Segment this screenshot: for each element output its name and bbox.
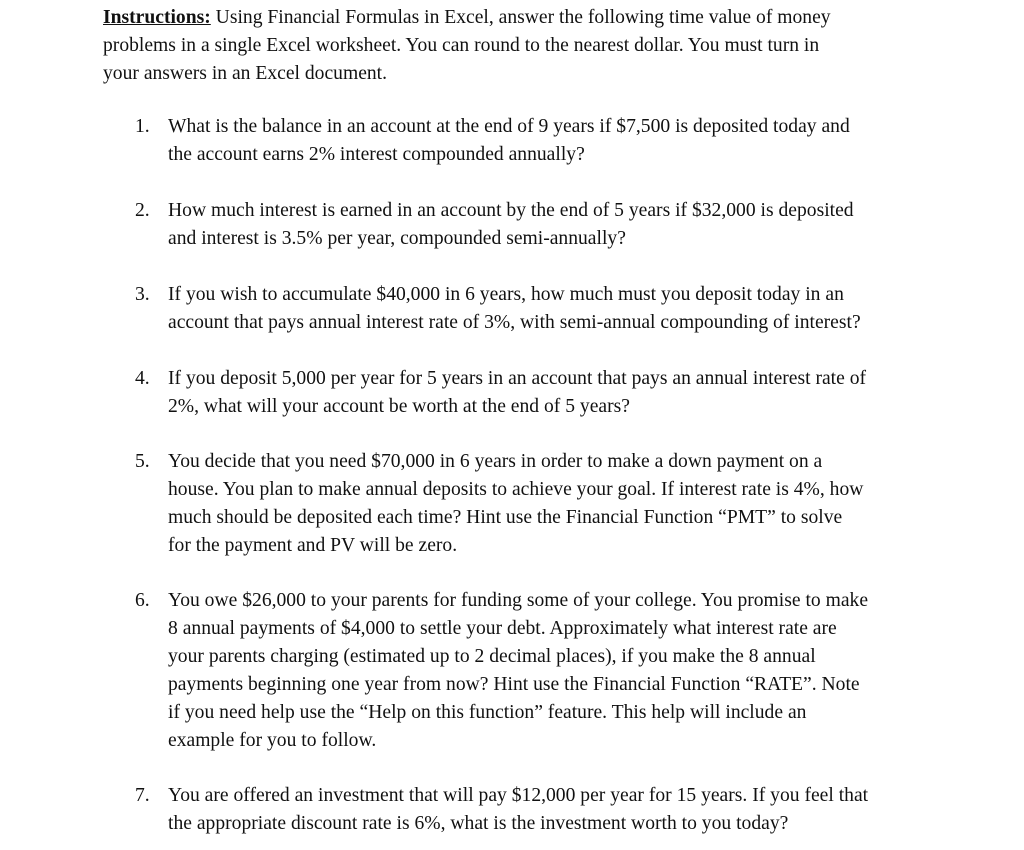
question-number: 7. bbox=[135, 785, 150, 806]
instructions-line: your answers in an Excel document. bbox=[103, 63, 388, 84]
question-text: You owe $26,000 to your parents for funding some of your college. You promise to make 8 annual payments of $4,000 to settle your debt. Approximately what interest rate are your parents charging (estimated up to 2 decimal places), if you make the 8 annual payments beginning one year from now? Hint use the Financial Function “RATE”. Note if you need help use the “Help on this function” feature. This help will include an example for you to follow. bbox=[168, 590, 869, 751]
question-number: 3. bbox=[135, 284, 150, 305]
question-number: 4. bbox=[135, 368, 150, 389]
question-text: You decide that you need $70,000 in 6 years in order to make a down payment on a house. You plan to make annual deposits to achieve your goal. If interest rate is 4%, how much should be deposited each time? Hint use the Financial Function “PMT” to solve for the payment and PV will be zero. bbox=[168, 451, 864, 556]
question-text: If you deposit 5,000 per year for 5 years in an account that pays an annual interest rate of 2%, what will your account be worth at the end of 5 years? bbox=[168, 368, 867, 417]
instructions-label: Instructions: bbox=[103, 7, 211, 28]
question-text: You are offered an investment that will pay $12,000 per year for 15 years. If you feel that the appropriate discount rate is 6%, what is the investment worth to you today? bbox=[168, 785, 869, 834]
instructions-line: problems in a single Excel worksheet. You can round to the nearest dollar. You must turn in bbox=[103, 35, 820, 56]
question-text: What is the balance in an account at the end of 9 years if $7,500 is deposited today and the account earns 2% interest compounded annually? bbox=[168, 116, 850, 165]
question-text: How much interest is earned in an account by the end of 5 years if $32,000 is deposited and interest is 3.5% per year, compounded semi-annually? bbox=[168, 200, 854, 249]
question-number: 6. bbox=[135, 590, 150, 611]
instructions-paragraph bbox=[103, 4, 903, 88]
question-number: 1. bbox=[135, 116, 150, 137]
question-number: 5. bbox=[135, 451, 150, 472]
question-number: 2. bbox=[135, 200, 150, 221]
question-text: If you wish to accumulate $40,000 in 6 years, how much must you deposit today in an account that pays annual interest rate of 3%, with semi-annual compounding of interest? bbox=[168, 284, 861, 333]
instructions-line: Instructions: Using Financial Formulas in Excel, answer the following time value of money bbox=[103, 7, 831, 28]
